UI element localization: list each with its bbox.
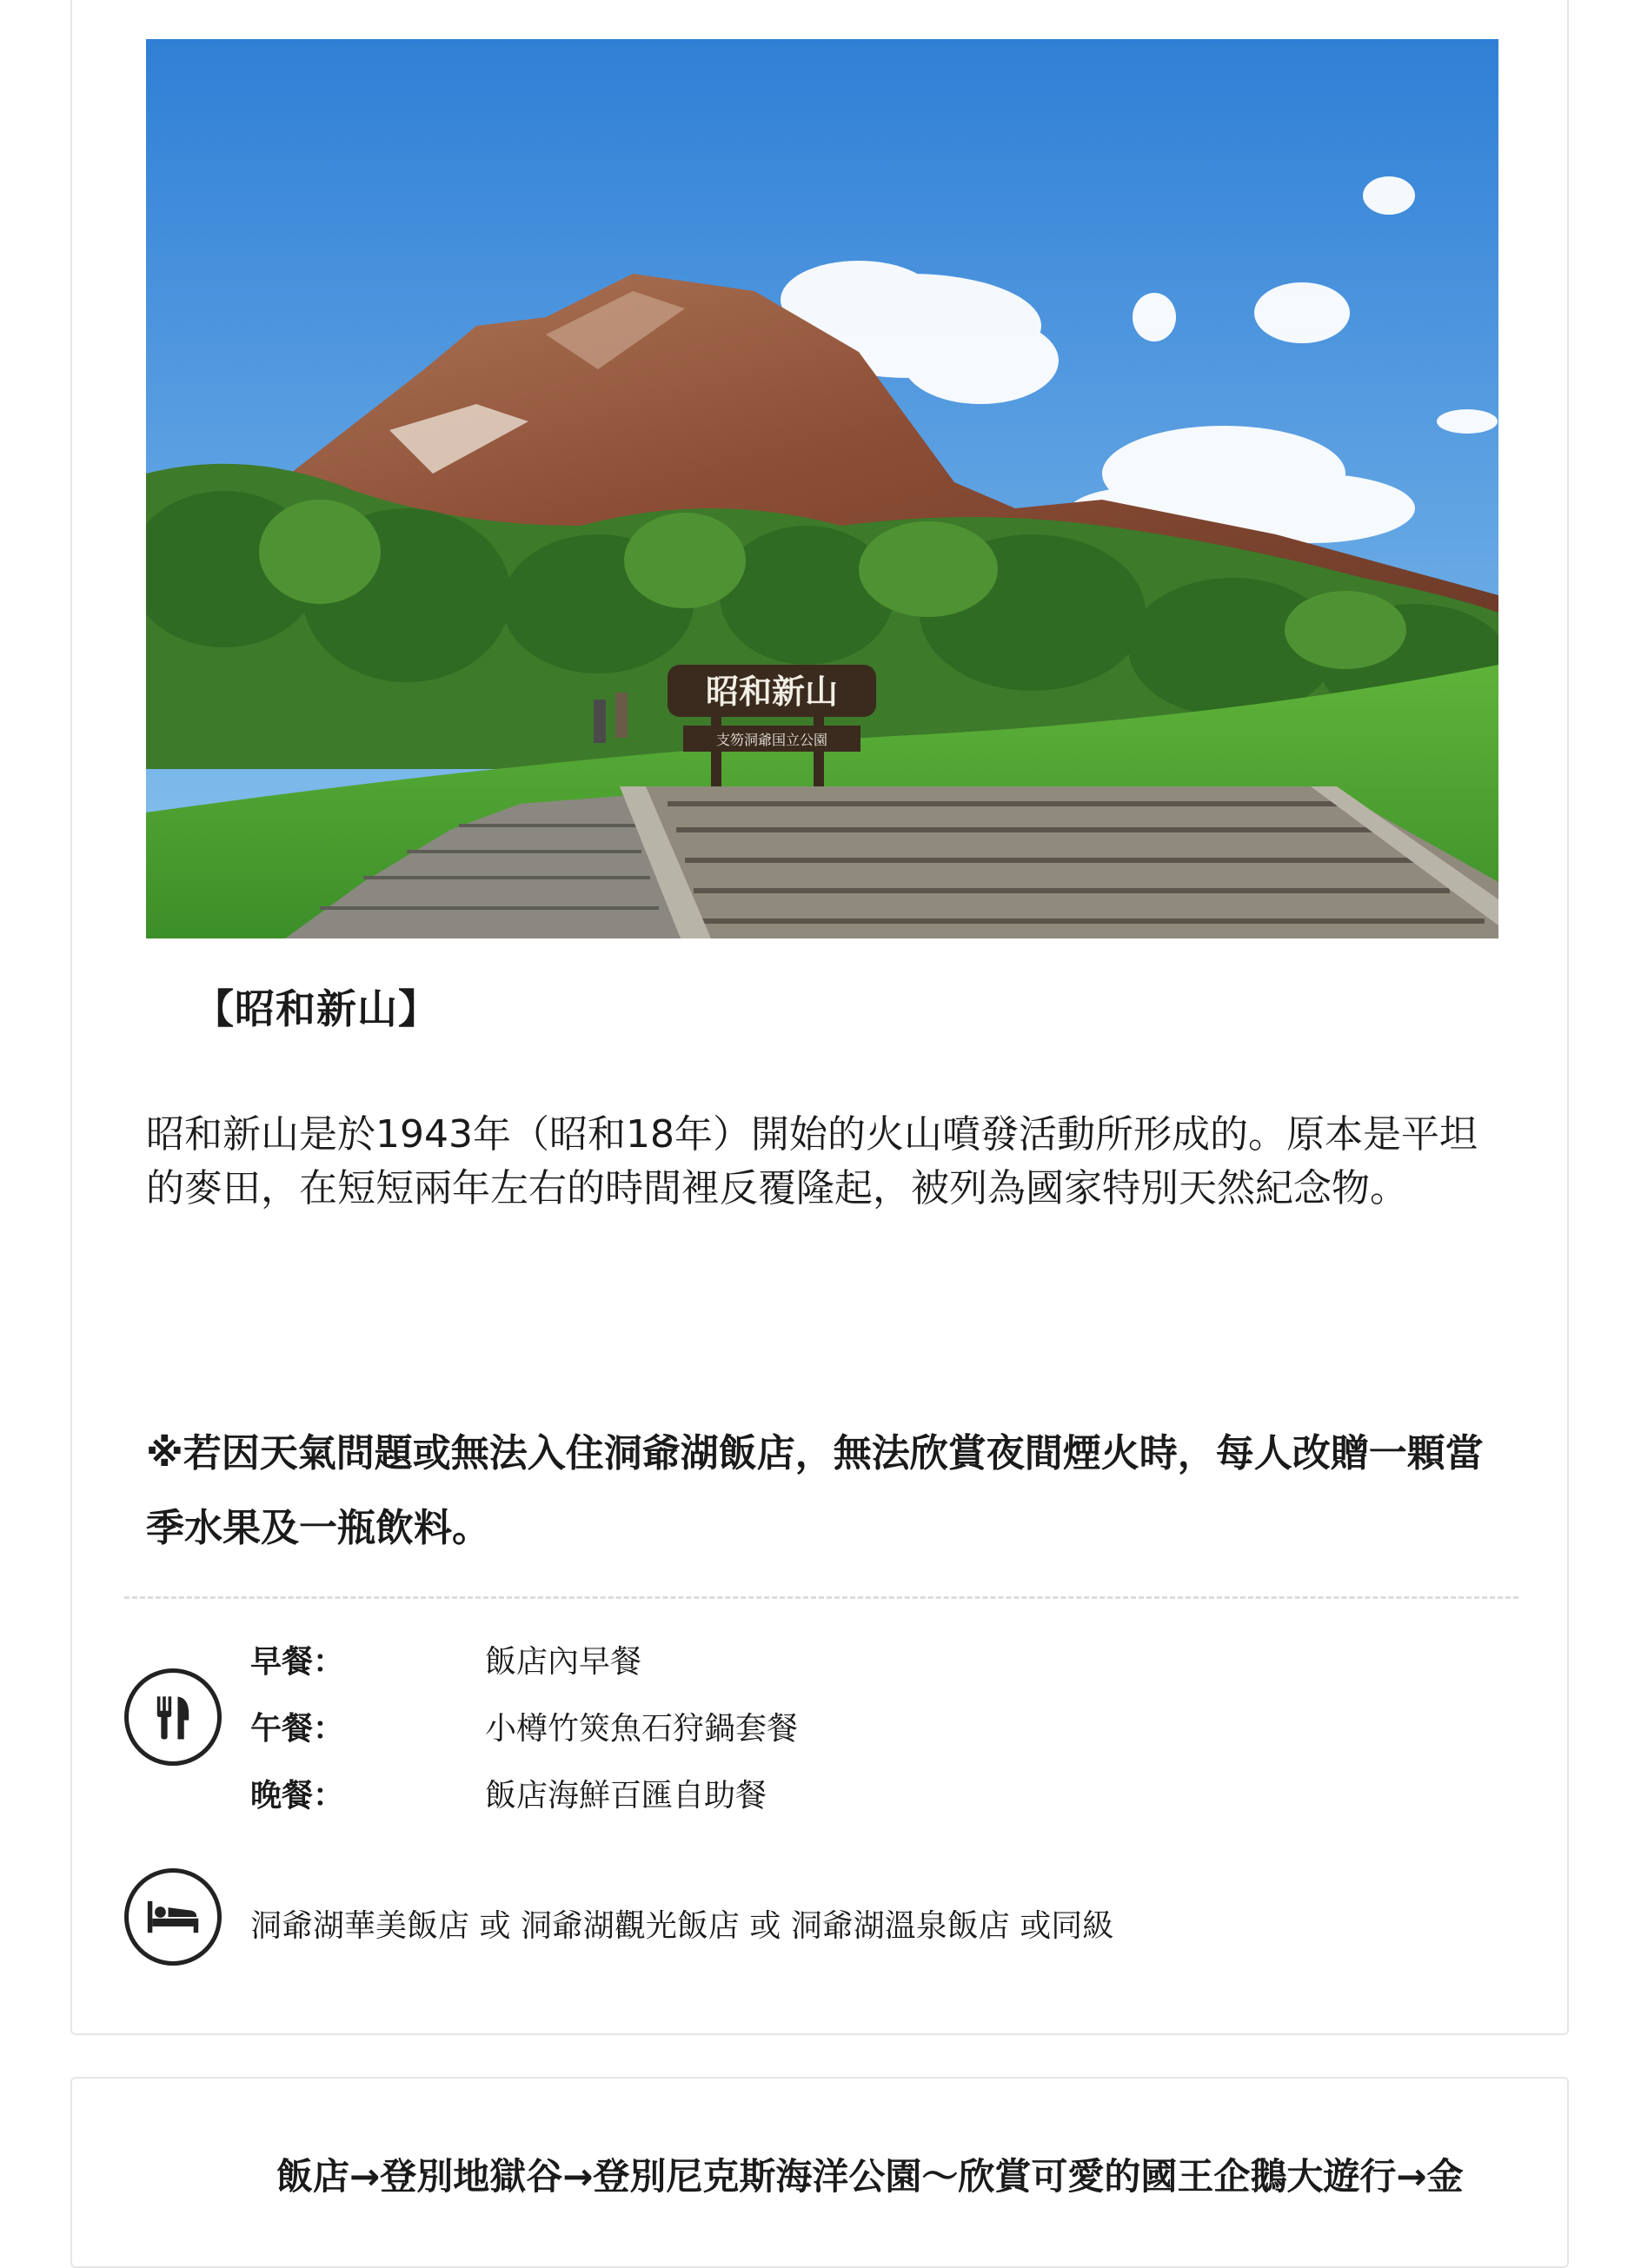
section-divider	[124, 1596, 1518, 1599]
meal-label: 午餐：	[250, 1711, 345, 1747]
meal-label: 早餐：	[250, 1644, 345, 1680]
meal-value: 飯店海鮮百匯自助餐	[485, 1778, 767, 1814]
sign-main-text: 昭和新山	[705, 672, 839, 711]
meal-value: 小樽竹筴魚石狩鍋套餐	[485, 1711, 799, 1747]
bed-icon	[124, 1868, 222, 1966]
weather-notice: ※若因天氣問題或無法入住洞爺湖飯店，無法欣賞夜間煙火時，每人改贈一顆當季水果及一瓶飲料。	[146, 1431, 1484, 1550]
showa-shinzan-photo	[146, 39, 1498, 938]
next-day-route-title: 飯店→登別地獄谷→登別尼克斯海洋公園～欣賞可愛的國王企鵝大遊行→金	[276, 2155, 1464, 2198]
itinerary-day-card	[70, 0, 1569, 2035]
meal-label: 晚餐：	[250, 1778, 345, 1814]
sign-sub-text: 支笏洞爺国立公園	[715, 732, 828, 748]
meal-value: 飯店內早餐	[485, 1644, 642, 1680]
utensils-icon	[124, 1668, 222, 1766]
spot-description: 昭和新山是於1943年（昭和18年）開始的火山噴發活動所形成的。原本是平坦的麥田，在短短兩年左右的時間裡反覆隆起，被列為國家特別天然紀念物。	[146, 1112, 1478, 1210]
hotel-options: 洞爺湖華美飯店 或 洞爺湖觀光飯店 或 洞爺湖溫泉飯店 或同級	[250, 1908, 1114, 1944]
spot-title: 【昭和新山】	[194, 985, 439, 1032]
itinerary-next-day-card	[70, 2077, 1569, 2268]
